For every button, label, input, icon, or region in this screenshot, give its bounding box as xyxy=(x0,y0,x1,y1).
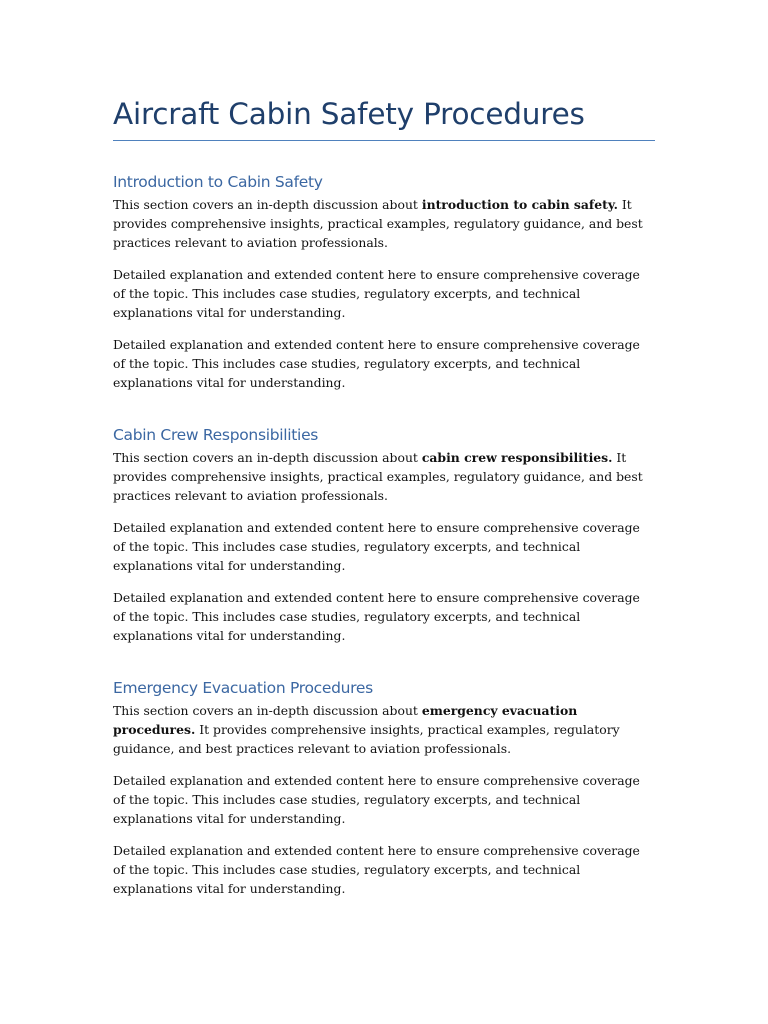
section-cabin-crew xyxy=(113,425,655,645)
intro-topic-bold: emergency evacuation procedures. xyxy=(113,703,578,737)
intro-topic-bold: introduction to cabin safety. xyxy=(421,197,618,212)
detail-paragraph: Detailed explanation and extended content here to ensure comprehensive coverage of the topic. This includes case studies, regulatory excerpts, and technical explanations vital for understanding. xyxy=(113,773,640,826)
section-heading: Emergency Evacuation Procedures xyxy=(113,679,373,697)
detail-paragraph: Detailed explanation and extended content here to ensure comprehensive coverage of the topic. This includes case studies, regulatory excerpts, and technical explanations vital for understanding. xyxy=(113,590,640,643)
section-introduction xyxy=(113,172,655,392)
section-emergency-evacuation xyxy=(113,678,655,898)
intro-text: This section covers an in-depth discussion about xyxy=(113,450,422,465)
intro-text: It provides comprehensive insights, practical examples, regulatory guidance, and best practices relevant to aviation professionals. xyxy=(113,450,643,503)
detail-paragraph: Detailed explanation and extended content here to ensure comprehensive coverage of the topic. This includes case studies, regulatory excerpts, and technical explanations vital for understanding. xyxy=(113,267,640,320)
intro-text: This section covers an in-depth discussion about xyxy=(113,703,422,718)
document-page xyxy=(113,96,655,898)
intro-topic-bold: cabin crew responsibilities. xyxy=(421,450,613,465)
section-intro-paragraph xyxy=(113,701,655,758)
section-heading: Introduction to Cabin Safety xyxy=(113,173,323,191)
detail-paragraph: Detailed explanation and extended content here to ensure comprehensive coverage of the topic. This includes case studies, regulatory excerpts, and technical explanations vital for understanding. xyxy=(113,843,640,896)
section-intro-paragraph xyxy=(113,448,655,505)
detail-paragraph: Detailed explanation and extended content here to ensure comprehensive coverage of the topic. This includes case studies, regulatory excerpts, and technical explanations vital for understanding. xyxy=(113,520,640,573)
intro-text: This section covers an in-depth discussion about xyxy=(113,197,422,212)
section-intro-paragraph xyxy=(113,195,655,252)
intro-text: It provides comprehensive insights, practical examples, regulatory guidance, and best practices relevant to aviation professionals. xyxy=(113,197,643,250)
intro-text: It provides comprehensive insights, practical examples, regulatory guidance, and best practices relevant to aviation professionals. xyxy=(113,722,620,756)
detail-paragraph: Detailed explanation and extended content here to ensure comprehensive coverage of the topic. This includes case studies, regulatory excerpts, and technical explanations vital for understanding. xyxy=(113,337,640,390)
page-title: Aircraft Cabin Safety Procedures xyxy=(113,96,655,141)
section-heading: Cabin Crew Responsibilities xyxy=(113,426,319,444)
